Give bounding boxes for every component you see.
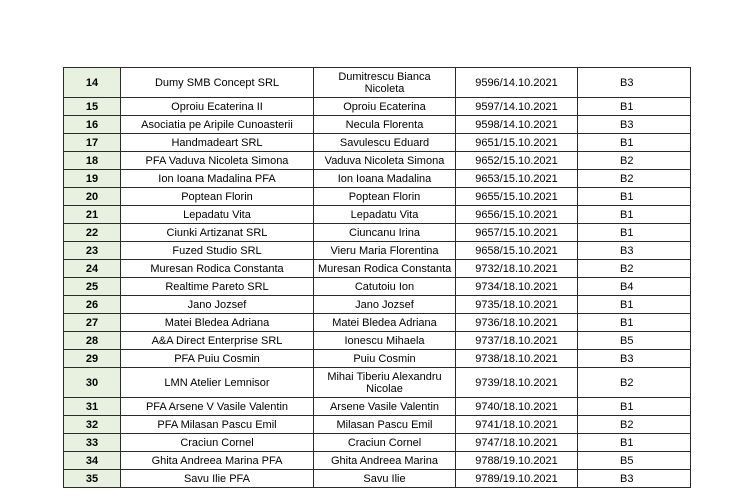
row-number: 30 [64, 368, 121, 398]
registration-number: 9788/19.10.2021 [456, 452, 578, 470]
category: B3 [578, 116, 691, 134]
category: B3 [578, 242, 691, 260]
company-name: Ciunki Artizanat SRL [121, 224, 314, 242]
table-row [64, 68, 691, 98]
registration-number: 9732/18.10.2021 [456, 260, 578, 278]
registration-number: 9598/14.10.2021 [456, 116, 578, 134]
table-row [64, 224, 691, 242]
category: B2 [578, 260, 691, 278]
registration-number: 9738/18.10.2021 [456, 350, 578, 368]
registration-number: 9789/19.10.2021 [456, 470, 578, 488]
representative-name: Arsene Vasile Valentin [314, 398, 456, 416]
representative-name: Jano Jozsef [314, 296, 456, 314]
row-number: 24 [64, 260, 121, 278]
registration-number: 9740/18.10.2021 [456, 398, 578, 416]
row-number: 21 [64, 206, 121, 224]
representative-name: Ghita Andreea Marina [314, 452, 456, 470]
category: B4 [578, 278, 691, 296]
representative-name: Puiu Cosmin [314, 350, 456, 368]
category: B1 [578, 188, 691, 206]
table-row [64, 242, 691, 260]
table-row [64, 416, 691, 434]
representative-name: Ionescu Mihaela [314, 332, 456, 350]
registration-number: 9596/14.10.2021 [456, 68, 578, 98]
representative-name: Matei Bledea Adriana [314, 314, 456, 332]
representative-name: Oproiu Ecaterina [314, 98, 456, 116]
row-number: 18 [64, 152, 121, 170]
representative-name: Necula Florenta [314, 116, 456, 134]
table-row [64, 116, 691, 134]
registration-number: 9739/18.10.2021 [456, 368, 578, 398]
registration-number: 9657/15.10.2021 [456, 224, 578, 242]
registration-number: 9741/18.10.2021 [456, 416, 578, 434]
registration-number: 9655/15.10.2021 [456, 188, 578, 206]
table-row [64, 314, 691, 332]
row-number: 32 [64, 416, 121, 434]
company-name: Matei Bledea Adriana [121, 314, 314, 332]
category: B1 [578, 224, 691, 242]
row-number: 19 [64, 170, 121, 188]
table-row [64, 152, 691, 170]
company-name: Jano Jozsef [121, 296, 314, 314]
registration-number: 9736/18.10.2021 [456, 314, 578, 332]
company-name: Savu Ilie PFA [121, 470, 314, 488]
registration-number: 9651/15.10.2021 [456, 134, 578, 152]
table-row [64, 470, 691, 488]
row-number: 33 [64, 434, 121, 452]
row-number: 26 [64, 296, 121, 314]
registration-number: 9652/15.10.2021 [456, 152, 578, 170]
category: B3 [578, 68, 691, 98]
row-number: 15 [64, 98, 121, 116]
representative-name: Lepadatu Vita [314, 206, 456, 224]
row-number: 22 [64, 224, 121, 242]
category: B5 [578, 332, 691, 350]
company-name: Ion Ioana Madalina PFA [121, 170, 314, 188]
registry-table [63, 67, 691, 488]
table-row [64, 260, 691, 278]
company-name: Realtime Pareto SRL [121, 278, 314, 296]
registration-number: 9597/14.10.2021 [456, 98, 578, 116]
table-row [64, 278, 691, 296]
company-name: A&A Direct Enterprise SRL [121, 332, 314, 350]
table-row [64, 296, 691, 314]
representative-name: Poptean Florin [314, 188, 456, 206]
table-row [64, 206, 691, 224]
category: B1 [578, 206, 691, 224]
category: B1 [578, 98, 691, 116]
company-name: Fuzed Studio SRL [121, 242, 314, 260]
registration-number: 9737/18.10.2021 [456, 332, 578, 350]
row-number: 20 [64, 188, 121, 206]
row-number: 23 [64, 242, 121, 260]
category: B2 [578, 152, 691, 170]
category: B1 [578, 134, 691, 152]
representative-name: Muresan Rodica Constanta [314, 260, 456, 278]
category: B1 [578, 296, 691, 314]
representative-name: Savu Ilie [314, 470, 456, 488]
registration-number: 9656/15.10.2021 [456, 206, 578, 224]
company-name: PFA Arsene V Vasile Valentin [121, 398, 314, 416]
table-row [64, 368, 691, 398]
company-name: Asociatia pe Aripile Cunoasterii [121, 116, 314, 134]
company-name: Handmadeart SRL [121, 134, 314, 152]
registration-number: 9734/18.10.2021 [456, 278, 578, 296]
representative-name: Craciun Cornel [314, 434, 456, 452]
category: B2 [578, 170, 691, 188]
company-name: Oproiu Ecaterina II [121, 98, 314, 116]
row-number: 34 [64, 452, 121, 470]
company-name: PFA Vaduva Nicoleta Simona [121, 152, 314, 170]
row-number: 27 [64, 314, 121, 332]
company-name: PFA Milasan Pascu Emil [121, 416, 314, 434]
representative-name: Vaduva Nicoleta Simona [314, 152, 456, 170]
table-row [64, 398, 691, 416]
category: B3 [578, 350, 691, 368]
category: B5 [578, 452, 691, 470]
row-number: 25 [64, 278, 121, 296]
category: B1 [578, 314, 691, 332]
category: B1 [578, 434, 691, 452]
registration-number: 9653/15.10.2021 [456, 170, 578, 188]
company-name: LMN Atelier Lemnisor [121, 368, 314, 398]
registration-number: 9747/18.10.2021 [456, 434, 578, 452]
company-name: Ghita Andreea Marina PFA [121, 452, 314, 470]
representative-name: Savulescu Eduard [314, 134, 456, 152]
table-row [64, 452, 691, 470]
table-row [64, 170, 691, 188]
table-row [64, 434, 691, 452]
table-row [64, 188, 691, 206]
category: B2 [578, 416, 691, 434]
row-number: 35 [64, 470, 121, 488]
row-number: 29 [64, 350, 121, 368]
registration-number: 9735/18.10.2021 [456, 296, 578, 314]
representative-name: Vieru Maria Florentina [314, 242, 456, 260]
table-row [64, 350, 691, 368]
row-number: 14 [64, 68, 121, 98]
representative-name: Milasan Pascu Emil [314, 416, 456, 434]
table-row [64, 332, 691, 350]
company-name: PFA Puiu Cosmin [121, 350, 314, 368]
category: B3 [578, 470, 691, 488]
company-name: Lepadatu Vita [121, 206, 314, 224]
representative-name: Mihai Tiberiu Alexandru Nicolae [314, 368, 456, 398]
representative-name: Catutoiu Ion [314, 278, 456, 296]
table-row [64, 134, 691, 152]
company-name: Craciun Cornel [121, 434, 314, 452]
row-number: 16 [64, 116, 121, 134]
representative-name: Ciuncanu Irina [314, 224, 456, 242]
table-row [64, 98, 691, 116]
company-name: Dumy SMB Concept SRL [121, 68, 314, 98]
representative-name: Ion Ioana Madalina [314, 170, 456, 188]
category: B1 [578, 398, 691, 416]
representative-name: Dumitrescu Bianca Nicoleta [314, 68, 456, 98]
company-name: Muresan Rodica Constanta [121, 260, 314, 278]
row-number: 17 [64, 134, 121, 152]
category: B2 [578, 368, 691, 398]
company-name: Poptean Florin [121, 188, 314, 206]
row-number: 31 [64, 398, 121, 416]
row-number: 28 [64, 332, 121, 350]
registration-number: 9658/15.10.2021 [456, 242, 578, 260]
